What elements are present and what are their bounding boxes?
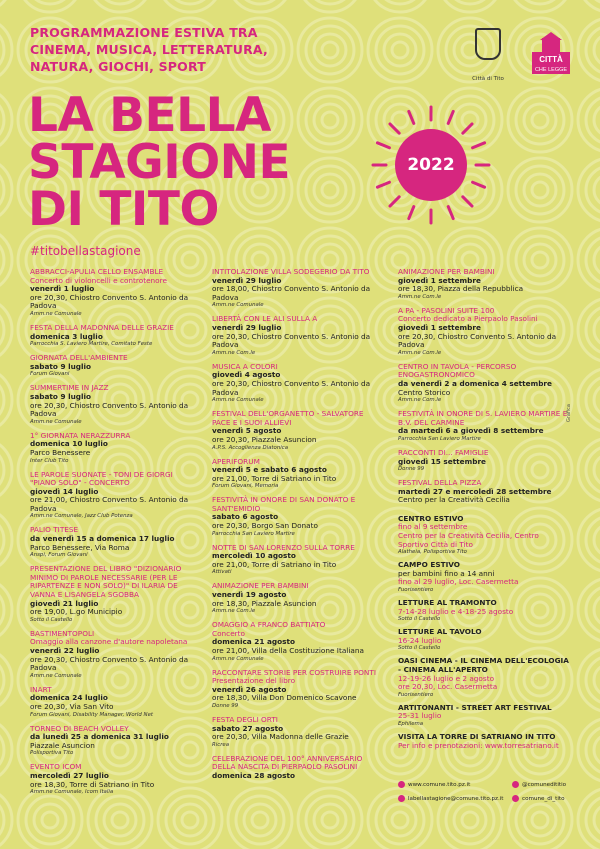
event-organizer: Amm.ne Comunale bbox=[212, 655, 264, 662]
event-date: giovedì 21 luglio bbox=[30, 598, 99, 608]
event-date: venerdì 29 luglio bbox=[212, 322, 282, 332]
ongoing-item bbox=[398, 628, 570, 652]
event-item bbox=[398, 268, 570, 301]
event-organizer: Parrocchia San Laviero Martire bbox=[398, 435, 481, 442]
ongoing-detail: per bambini fino a 14 anni bbox=[398, 568, 495, 578]
ongoing-detail: ore 20,30, Loc. Casermetta bbox=[398, 682, 498, 692]
event-subtitle: Concerto dedicato a Pierpaolo Pasolini bbox=[398, 314, 538, 324]
events-list bbox=[398, 268, 570, 505]
event-item bbox=[30, 324, 198, 348]
event-info: ore 20,30, Chiostro Convento S. Antonio da Padova bbox=[30, 400, 189, 419]
ongoing-organizer: Ephilema bbox=[398, 720, 424, 727]
ongoing-item bbox=[398, 561, 570, 594]
event-date: venerdì 1 luglio bbox=[30, 284, 95, 294]
event-title: APERIFORUM bbox=[212, 456, 260, 466]
event-organizer: Parrocchia San Laviero Martire bbox=[212, 530, 295, 537]
ongoing-title: OASI CINEMA - IL CINEMA DELL'ECOLOGIA - CINEMA ALL'APERTO bbox=[398, 656, 569, 674]
event-title: PALIO TITESE bbox=[30, 525, 79, 535]
event-info: ore 20,30, Chiostro Convento S. Antonio da Padova bbox=[212, 331, 371, 350]
ongoing-detail: Per info e prenotazioni: www.torresatriano.it bbox=[398, 740, 559, 750]
event-info: Centro Storico bbox=[398, 387, 451, 397]
event-title: PRESENTAZIONE DEL LIBRO "DIZIONARIO MINIMO DI PAROLE NECESSARIE (PER LE RIPARTENZE E NON SOLO)" DI ILARIA DE VANNA E LISANGELA SGOBBA bbox=[30, 564, 182, 600]
event-date: giovedì 1 settembre bbox=[398, 275, 481, 285]
event-info: ore 18,30, Piazza della Repubblica bbox=[398, 284, 524, 294]
ongoing-title: CENTRO ESTIVO bbox=[398, 513, 464, 523]
email-text: labellastagione@comune.tito.pz.it bbox=[408, 796, 504, 802]
event-title: LIBERTÀ CON LE ALI SULLA A bbox=[212, 314, 318, 324]
event-title: INTITOLAZIONE VILLA SODEGERIO DA TITO bbox=[212, 267, 370, 276]
events-column-3 bbox=[398, 268, 570, 755]
hashtag: #titobellastagione bbox=[30, 244, 141, 258]
event-item bbox=[30, 354, 198, 378]
event-organizer: Amm.ne Com.le bbox=[398, 349, 442, 356]
website-link[interactable] bbox=[398, 778, 508, 792]
event-organizer: Forum Giovani, Memoria bbox=[212, 483, 279, 490]
event-date: giovedì 14 luglio bbox=[30, 486, 99, 496]
event-item bbox=[212, 716, 380, 749]
crest-icon bbox=[475, 28, 501, 60]
event-date: venerdì 19 agosto bbox=[212, 590, 287, 600]
event-info: ore 20,30, Chiostro Convento S. Antonio da Padova bbox=[30, 292, 189, 311]
event-item bbox=[30, 471, 198, 521]
event-info: Centro per la Creatività Cecilia bbox=[398, 495, 510, 505]
ongoing-title: VISITA LA TORRE DI SATRIANO IN TITO bbox=[398, 731, 556, 741]
facebook-link[interactable] bbox=[512, 792, 592, 806]
event-date: domenica 21 agosto bbox=[212, 637, 295, 647]
event-date: domenica 10 luglio bbox=[30, 439, 108, 449]
event-item bbox=[30, 686, 198, 719]
graphic-credit: Grafica bbox=[566, 404, 572, 422]
event-item bbox=[398, 410, 570, 443]
ongoing-detail: 12-19-26 luglio e 2 agosto bbox=[398, 673, 495, 683]
event-date: sabato 9 luglio bbox=[30, 391, 92, 401]
event-organizer: Polisportiva Tito bbox=[30, 750, 74, 757]
main-title bbox=[28, 88, 291, 237]
event-organizer: Inter Club Tito bbox=[30, 457, 69, 464]
event-title: OMAGGIO A FRANCO BATTIATO bbox=[212, 620, 326, 630]
footer-contacts bbox=[398, 778, 508, 806]
event-info: ore 21,00, Torre di Satriano in Tito bbox=[212, 559, 337, 569]
mail-icon bbox=[398, 795, 405, 802]
event-date: sabato 9 luglio bbox=[30, 361, 92, 371]
event-title: CELEBRAZIONE DEL 100° ANNIVERSARIO DELLA NASCITA DI PIERPAOLO PASOLINI bbox=[212, 753, 363, 772]
ongoing-item bbox=[398, 599, 570, 623]
event-item bbox=[212, 582, 380, 615]
event-title: FESTIVITÀ IN ONORE DI SAN DONATO E SANT'EMIDIO bbox=[212, 495, 356, 513]
event-title: A PA - PASOLINI SUITE 100 bbox=[398, 305, 495, 315]
event-date: mercoledì 10 agosto bbox=[212, 551, 296, 561]
title-line: STAGIONE bbox=[28, 135, 291, 190]
event-date: giovedì 15 settembre bbox=[398, 456, 486, 466]
event-title: RACCONTI DI... FAMIGLIE bbox=[398, 447, 489, 457]
ongoing-detail: 7-14-28 luglio e 4-18-25 agosto bbox=[398, 606, 514, 616]
event-title: NOTTE DI SAN LORENZO SULLA TORRE bbox=[212, 542, 355, 552]
event-organizer: Ricrea bbox=[212, 741, 230, 748]
event-organizer: Amm.ne Comunale, Icom Italia bbox=[30, 789, 114, 796]
event-date: sabato 27 agosto bbox=[212, 723, 284, 733]
event-item bbox=[30, 432, 198, 465]
event-title: FESTA DELLA MADONNA DELLE GRAZIE bbox=[30, 322, 174, 332]
event-info: Parco Benessere bbox=[30, 447, 91, 457]
event-subtitle: Omaggio alla canzone d'autore napoletana bbox=[30, 637, 188, 647]
event-organizer: Attivati bbox=[212, 569, 232, 576]
event-item bbox=[398, 479, 570, 505]
event-title: 1° GIORNATA NERAZZURRA bbox=[30, 430, 131, 440]
event-organizer: Amm.ne Com.le bbox=[212, 608, 256, 615]
event-date: da lunedì 25 a domenica 31 luglio bbox=[30, 732, 169, 742]
event-info: Piazzale Asuncion bbox=[30, 740, 95, 750]
ongoing-title: ARTITONANTI - STREET ART FESTIVAL bbox=[398, 702, 552, 712]
event-item bbox=[30, 565, 198, 624]
ongoing-title: CAMPO ESTIVO bbox=[398, 560, 461, 570]
event-info: Parco Benessere, Via Roma bbox=[30, 542, 130, 552]
ongoing-item bbox=[398, 704, 570, 728]
event-item bbox=[30, 384, 198, 425]
event-title: CENTRO IN TAVOLA - PERCORSO ENOGASTRONOMICO bbox=[398, 361, 517, 380]
event-date: venerdì 22 luglio bbox=[30, 646, 100, 655]
ongoing-title: LETTURE AL TRAMONTO bbox=[398, 598, 497, 608]
event-title: GIORNATA DELL'AMBIENTE bbox=[30, 353, 128, 363]
ongoing-item bbox=[398, 733, 570, 750]
event-date: giovedì 1 settembre bbox=[398, 322, 481, 332]
ongoing-detail: fino al 29 luglio, Loc. Casermetta bbox=[398, 577, 519, 587]
event-date: domenica 28 agosto bbox=[212, 770, 295, 780]
event-info: ore 21,00, Torre di Satriano in Tito bbox=[212, 473, 337, 483]
ongoing-detail: Centro per la Creatività Cecilia, Centro Sportivo Città di Tito bbox=[398, 531, 539, 549]
event-organizer: Amm.ne Comunale bbox=[212, 302, 264, 309]
event-item bbox=[30, 725, 198, 758]
event-item bbox=[30, 526, 198, 559]
event-organizer: Donne 99 bbox=[212, 702, 239, 709]
event-item bbox=[212, 458, 380, 491]
svg-text:CHE LEGGE: CHE LEGGE bbox=[534, 67, 568, 73]
event-date: da venerdì 15 a domenica 17 luglio bbox=[30, 534, 175, 544]
ongoing-item bbox=[398, 515, 570, 556]
event-item bbox=[30, 630, 198, 680]
web-icon bbox=[398, 781, 405, 788]
event-organizer: A.P.S. Accoglienza Diatonica bbox=[212, 444, 289, 451]
event-date: domenica 3 luglio bbox=[30, 331, 103, 341]
event-title: FESTIVAL DELL'ORGANETTO - SALVATORE PACE E I SUOI ALLIEVI bbox=[212, 409, 364, 427]
event-title: FESTIVITÀ IN ONORE DI S. LAVIERO MARTIRE E B.V. DEL CARMINE bbox=[398, 409, 568, 427]
event-organizer: Forum Giovani bbox=[30, 371, 70, 378]
event-organizer: Parrocchia S. Laviero Martire, Comitato Feste bbox=[30, 341, 153, 348]
event-organizer: Amm.ne Comunale bbox=[30, 418, 82, 425]
event-info: ore 20,30, Via San Vito bbox=[30, 701, 114, 711]
event-title: SUMMERTIME IN JAZZ bbox=[30, 383, 109, 393]
ongoing-title: LETTURE AL TAVOLO bbox=[398, 627, 482, 637]
event-title: FESTA DEGLI ORTI bbox=[212, 714, 278, 724]
subtitle-line: PROGRAMMAZIONE ESTIVA TRA bbox=[30, 25, 258, 40]
event-title: ABBRACCI-APULIA CELLO ENSAMBLE bbox=[30, 267, 164, 276]
event-organizer: Amm.ne Comunale bbox=[30, 672, 82, 679]
event-info: ore 21,00, Chiostro Convento S. Antonio da Padova bbox=[30, 495, 189, 513]
event-item bbox=[398, 363, 570, 404]
svg-text:CITTÀ: CITTÀ bbox=[539, 55, 563, 64]
event-date: venerdì 5 e sabato 6 agosto bbox=[212, 465, 327, 475]
event-subtitle: Concerto di violoncelli e controtenore bbox=[30, 275, 167, 285]
event-info: ore 20,30, Piazzale Asuncion bbox=[212, 434, 317, 444]
event-item bbox=[30, 763, 198, 796]
event-organizer: Forum Giovani, Disability Manager, World Net bbox=[30, 711, 153, 718]
event-title: RACCONTARE STORIE PER COSTRUIRE PONTI bbox=[212, 667, 376, 677]
citta-che-legge-logo bbox=[530, 32, 572, 78]
event-item bbox=[398, 307, 570, 357]
event-title: ANIMAZIONE PER BAMBINI bbox=[212, 581, 309, 591]
instagram-icon bbox=[512, 781, 519, 788]
ongoing-organizer: Fuorisentiero bbox=[398, 587, 434, 594]
event-info: ore 18,30, Villa Don Domenico Scavone bbox=[212, 693, 357, 703]
event-date: da martedì 6 a giovedì 8 settembre bbox=[398, 426, 544, 436]
event-date: mercoledì 27 luglio bbox=[30, 770, 109, 780]
event-info: ore 21,00, Villa della Costituzione Italiana bbox=[212, 646, 364, 655]
event-item bbox=[212, 410, 380, 451]
event-organizer: Amm.ne Com.le bbox=[212, 349, 256, 356]
instagram-text: @comunedititio bbox=[522, 782, 567, 788]
event-item bbox=[212, 621, 380, 662]
footer-social bbox=[512, 778, 592, 806]
ongoing-organizer: Sotto il Castello bbox=[398, 645, 441, 652]
event-info: ore 20,30, Villa Madonna delle Grazie bbox=[212, 732, 349, 742]
event-date: martedì 27 e mercoledì 28 settembre bbox=[398, 486, 552, 496]
event-subtitle: Concerto bbox=[212, 628, 246, 638]
event-info: ore 20,30, Borgo San Donato bbox=[212, 521, 318, 531]
event-item bbox=[212, 669, 380, 710]
logos bbox=[462, 28, 572, 88]
event-item bbox=[30, 268, 198, 318]
ongoing-detail: 25-31 luglio bbox=[398, 711, 442, 721]
subtitle-line: NATURA, GIOCHI, SPORT bbox=[30, 59, 206, 74]
event-item bbox=[212, 544, 380, 577]
title-line: DI TITO bbox=[28, 182, 219, 237]
email-link[interactable] bbox=[398, 792, 508, 806]
event-title: FESTIVAL DELLA PIZZA bbox=[398, 478, 482, 488]
year-badge: 2022 bbox=[395, 129, 467, 201]
event-date: giovedì 4 agosto bbox=[212, 370, 281, 380]
event-info: ore 20,30, Chiostro Convento S. Antonio da Padova bbox=[212, 378, 371, 397]
event-item bbox=[398, 449, 570, 473]
ongoing-events bbox=[398, 515, 570, 750]
event-title: INART bbox=[30, 684, 52, 694]
website-text: www.comune.tito.pz.it bbox=[408, 782, 471, 788]
event-organizer: Sotto il Castello bbox=[30, 616, 73, 623]
event-title: TORNEO DI BEACH VOLLEY bbox=[30, 723, 129, 733]
event-title: EVENTO ICOM bbox=[30, 762, 82, 772]
event-item bbox=[212, 315, 380, 356]
event-organizer: Amm.ne Com.le bbox=[398, 397, 442, 404]
title-line: LA BELLA bbox=[28, 88, 271, 143]
ongoing-item bbox=[398, 657, 570, 698]
event-info: ore 18,30, Torre di Satriano in Tito bbox=[30, 779, 155, 789]
event-subtitle: Presentazione del libro bbox=[212, 676, 296, 686]
event-date: sabato 6 agosto bbox=[212, 512, 279, 522]
event-title: ANIMAZIONE PER BAMBINI bbox=[398, 267, 495, 276]
event-date: domenica 24 luglio bbox=[30, 693, 108, 703]
crest-caption: Città di Tito bbox=[472, 76, 504, 82]
event-date: venerdì 5 agosto bbox=[212, 426, 282, 436]
ongoing-organizer: Fuorisentiero bbox=[398, 691, 434, 698]
subtitle-line: CINEMA, MUSICA, LETTERATURA, bbox=[30, 42, 268, 57]
event-organizer: Amm.ne Comunale, Jazz Club Potenza bbox=[30, 513, 133, 520]
event-item bbox=[212, 496, 380, 537]
event-date: da venerdì 2 a domenica 4 settembre bbox=[398, 378, 552, 388]
event-item bbox=[212, 363, 380, 404]
events-column-2 bbox=[212, 268, 380, 787]
event-date: venerdì 29 luglio bbox=[212, 275, 282, 285]
event-organizer: Amm.ne Comunale bbox=[212, 397, 264, 404]
event-title: BASTIMENTOPOLI bbox=[30, 628, 95, 638]
event-info: ore 18,00, Chiostro Convento S. Antonio da Padova bbox=[212, 284, 371, 302]
event-item bbox=[212, 755, 380, 781]
event-organizer: Anspi, Forum Giovani bbox=[30, 552, 88, 559]
instagram-link[interactable] bbox=[512, 778, 592, 792]
ongoing-organizer: Alatheia, Polisportiva Tito bbox=[398, 549, 467, 556]
events-column-1 bbox=[30, 268, 198, 802]
event-organizer: Amm.ne Com.le bbox=[398, 293, 442, 300]
event-title: MUSICA A COLORI bbox=[212, 361, 278, 371]
event-organizer: Amm.ne Comunale bbox=[30, 310, 82, 317]
tito-crest-logo bbox=[468, 28, 508, 82]
event-organizer: Donne 99 bbox=[398, 466, 425, 473]
ongoing-detail: fino al 9 settembre bbox=[398, 522, 468, 532]
subtitle bbox=[30, 24, 270, 75]
facebook-text: comune_di_tito bbox=[522, 796, 565, 802]
event-title: LE PAROLE SUONATE - TONI DE GIORGI "PIANO SOLO" - CONCERTO bbox=[30, 469, 173, 488]
event-info: ore 20,30, Chiostro Convento S. Antonio da Padova bbox=[30, 654, 189, 673]
facebook-icon bbox=[512, 795, 519, 802]
ongoing-organizer: Sotto il Castello bbox=[398, 616, 441, 623]
event-info: ore 20,30, Chiostro Convento S. Antonio da Padova bbox=[398, 331, 557, 350]
event-date: venerdì 26 agosto bbox=[212, 684, 287, 694]
ongoing-detail: 16-24 luglio bbox=[398, 635, 442, 645]
event-item bbox=[212, 268, 380, 309]
event-info: ore 19,00, L.go Municipio bbox=[30, 607, 123, 617]
event-info: ore 18,30, Piazzale Asuncion bbox=[212, 598, 317, 608]
